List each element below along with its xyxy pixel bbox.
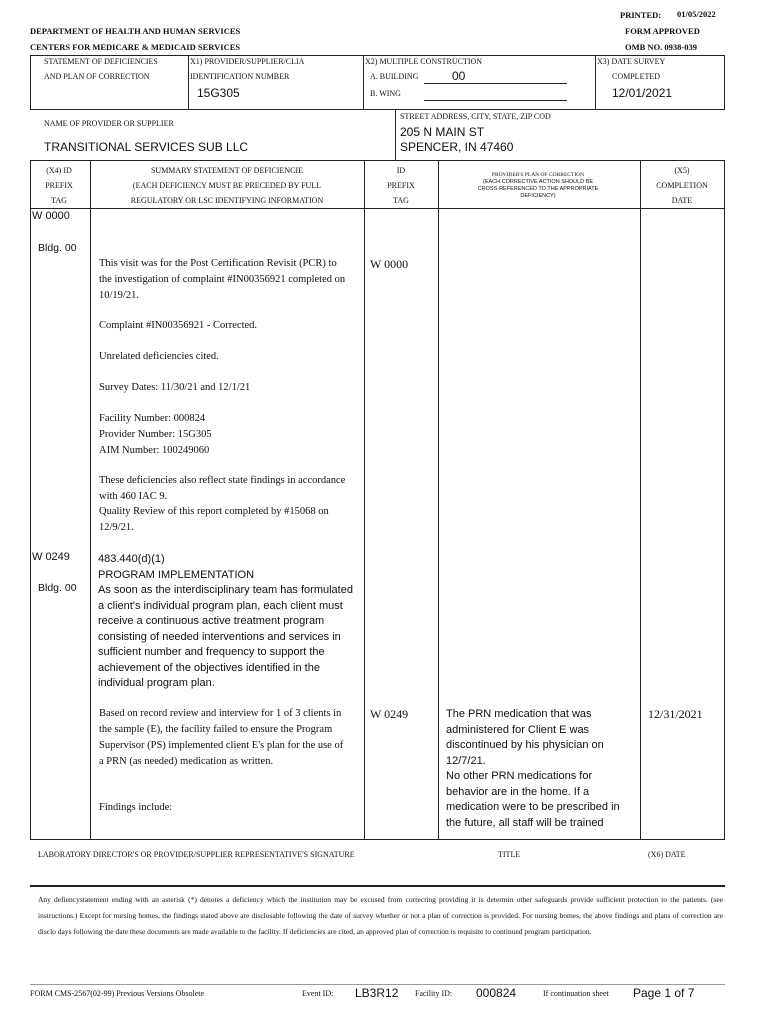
x4-header-2: PREFIX [45,181,73,190]
x4-header-3: TAG [51,196,67,205]
x5-header-2: COMPLETION [656,181,708,190]
x2-label: X2) MULTIPLE CONSTRUCTION [365,57,483,66]
department-title: DEPARTMENT OF HEALTH AND HUMAN SERVICES [30,26,241,36]
continuation-label: If continuation sheet [543,989,609,998]
event-id-label: Event ID: [302,989,334,998]
w0000-survey-dates: Survey Dates: 11/30/21 and 12/1/21 [99,382,251,393]
aim-number: AIM Number: 100249060 [99,445,210,456]
id-header-1: ID [396,166,406,175]
id-header-3: TAG [393,196,409,205]
w0249-findings-include: Findings include: [99,802,173,813]
provider-name: TRANSITIONAL SERVICES SUB LLC [44,140,249,154]
w0000-paragraph-2: Complaint #IN00356921 - Corrected. [99,320,258,331]
w0249-id: W 0249 [370,707,409,721]
facility-id-value: 000824 [476,986,517,1000]
printed-date: 01/05/2022 [677,9,716,19]
facility-number: Facility Number: 000824 [99,413,206,424]
plan-header-1: PROVIDER'S PLAN OF CORRECTION [491,172,585,178]
wing-label: B. WING [370,89,401,98]
w0000-state-findings: These deficiencies also reflect state findings in accordance with 460 IAC 9. [99,475,346,502]
x3-label: X3) DATE SURVEY [597,57,666,66]
provider-name-label: NAME OF PROVIDER OR SUPPLIER [44,119,174,128]
provider-id: 15G305 [197,86,240,100]
disclaimer-footnote: Any defiencystatement ending with an asterisk (*) denotes a deficiency which the institution may be excused from correcting providing it is determin other safeguards provide sufficient protection to the patients. (see instructions.) Except for nursing homes, the findings stated above are disclosable following the date of survey whether or not a plan of correction is provided. For nursing homes, the above findings and plans of correction are disclo days following the date these documents are made available to the facility. If deficiencies are cited, an approved plan of correction is requisite to continued program participation. [38,895,723,936]
w0249-completion-date: 12/31/2021 [648,707,703,721]
building-label: A. BUILDING [370,72,419,81]
title-label: TITLE [498,850,521,859]
printed-label: PRINTED: [620,10,662,20]
x5-header-1: (X5) [674,166,690,175]
provider-number: Provider Number: 15G305 [99,429,212,440]
w0249-bldg: Bldg. 00 [38,582,77,594]
w0000-tag: W 0000 [32,210,70,222]
summary-header-3: REGULATORY OR LSC IDENTIFYING INFORMATION [130,196,324,205]
address-label: STREET ADDRESS, CITY, STATE, ZIP COD [400,112,551,121]
w0249-plan-of-correction: The PRN medication that was administered for Client E was discontinued by his physician on 12/7/21. No other PRN medications for behavior are in the home. If a medication were to be prescribed in the future, all staff will be trained [446,708,620,829]
address-line-2: SPENCER, IN 47460 [400,140,514,154]
x4-header-1: (X4) ID [46,166,72,175]
form-label: FORM CMS-2567(02-99) Previous Versions Obsolete [30,989,205,998]
completed-label: COMPLETED [612,72,660,81]
x5-header-3: DATE [671,196,693,205]
summary-header-2: (EACH DEFICIENCY MUST BE PRECEDED BY FULL [132,181,322,190]
plan-header-4: DEFICIENCY) [520,193,556,199]
x1-label: X1) PROVIDER/SUPPLIER/CLIA [190,57,305,66]
summary-header-1: SUMMARY STATEMENT OF DEFICIENCIE [150,166,304,175]
x1-label-2: IDENTIFICATION NUMBER [190,72,290,81]
building-value: 00 [452,69,466,83]
director-signature-label: LABORATORY DIRECTOR'S OR PROVIDER/SUPPLIER REPRESENTATIVE'S SIGNATURE [38,850,355,859]
w0249-title: PROGRAM IMPLEMENTATION [98,568,255,581]
centers-title: CENTERS FOR MEDICARE & MEDICAID SERVICES [30,42,241,52]
facility-id-label: Facility ID: [415,989,453,998]
plan-header-3: CROSS-REFERENCED TO THE APPROPRIATE [477,186,599,192]
plan-header-2: (EACH CORRECTIVE ACTION SHOULD BE [482,179,594,185]
id-header-2: PREFIX [387,181,415,190]
w0249-regulation-text: As soon as the interdisciplinary team has formulated a client's individual program plan, each client must receive a continuous active treatment program consisting of needed interventions and services in sufficient number and frequency to support the achievement of the objectives identified in the individual program plan. [98,584,353,689]
event-id-value: LB3R12 [355,986,399,1000]
w0000-paragraph-3: Unrelated deficiencies cited. [99,351,219,362]
survey-date: 12/01/2021 [612,86,673,100]
w0000-quality-review: Quality Review of this report completed by #15068 on 12/9/21. [99,506,329,533]
w0000-bldg: Bldg. 00 [38,242,77,254]
statement-label-1: STATEMENT OF DEFICIENCIES [44,57,158,66]
page-number: Page 1 of 7 [633,986,695,1000]
x6-date-label: (X6) DATE [648,850,686,859]
form-approved: FORM APPROVED [625,26,700,36]
w0249-finding: Based on record review and interview for 1 of 3 clients in the sample (E), the facility failed to ensure the Program Supervisor (PS) implemented client E's plan for the use of a PRN (as needed) medication as written. [99,708,344,767]
w0249-regulation: 483.440(d)(1) [98,553,165,565]
statement-label-2: AND PLAN OF CORRECTION [44,72,150,81]
address-line-1: 205 N MAIN ST [400,125,485,139]
w0000-paragraph-1: This visit was for the Post Certification Revisit (PCR) to the investigation of complaint #IN00356921 completed on 10/19/21. [99,258,346,301]
w0249-tag: W 0249 [32,551,70,563]
w0000-id: W 0000 [370,257,409,271]
omb-number: OMB NO. 0938-039 [625,42,698,52]
